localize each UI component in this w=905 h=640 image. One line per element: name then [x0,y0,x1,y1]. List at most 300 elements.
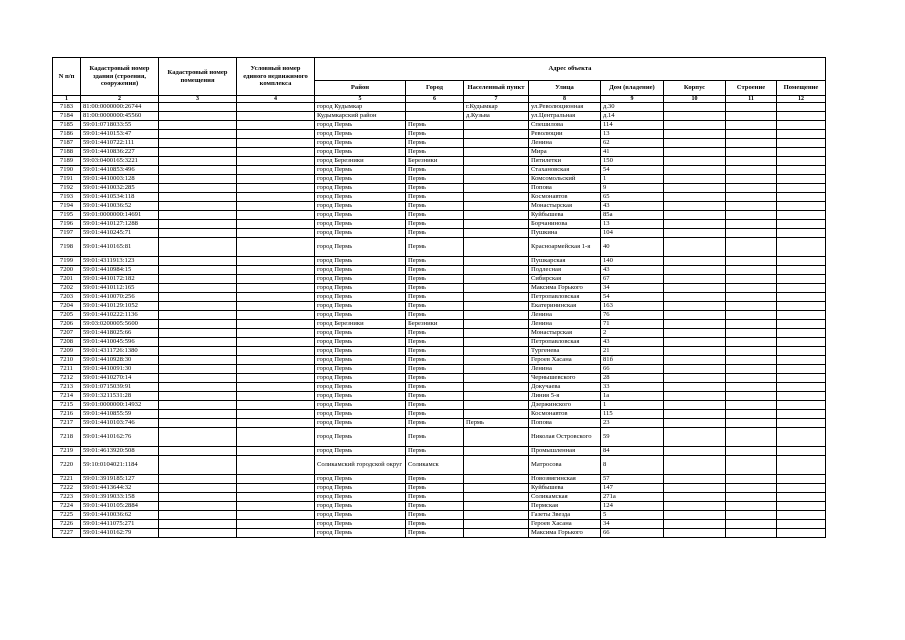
room-cell [777,284,826,293]
conditional-number-cell [237,447,315,456]
house-cell: 54 [601,293,664,302]
header-settlement: Населенный пункт [464,81,529,96]
street-cell: Соликамская [529,493,601,502]
settlement-cell [464,175,529,184]
table-row [53,493,826,502]
district-cell: город Пермь [315,302,406,311]
column-number: 1 [53,96,81,103]
settlement-cell [464,266,529,275]
building-cell [664,456,726,475]
house-cell: 54 [601,166,664,175]
conditional-number-cell [237,401,315,410]
house-cell: 163 [601,302,664,311]
header-cadastral-room: Кадастровый номер помещения [159,58,237,96]
city-cell: Пермь [406,257,464,266]
city-cell [406,103,464,112]
table-row [53,329,826,338]
row-number: 7188 [53,148,81,157]
structure-cell [726,211,777,220]
settlement-cell [464,338,529,347]
table-row [53,103,826,112]
cadastral-room-cell [159,392,237,401]
city-cell: Пермь [406,193,464,202]
building-cell [664,447,726,456]
settlement-cell [464,130,529,139]
conditional-number-cell [237,166,315,175]
building-cell [664,329,726,338]
table-row [53,220,826,229]
settlement-cell [464,220,529,229]
conditional-number-cell [237,175,315,184]
street-cell: Попова [529,184,601,193]
district-cell: город Пермь [315,529,406,538]
column-number: 3 [159,96,237,103]
house-cell: 85а [601,211,664,220]
cadastral-room-cell [159,529,237,538]
city-cell: Пермь [406,428,464,447]
conditional-number-cell [237,374,315,383]
row-number: 7183 [53,103,81,112]
district-cell: город Пермь [315,275,406,284]
column-number: 12 [777,96,826,103]
settlement-cell [464,502,529,511]
cadastral-room-cell [159,329,237,338]
room-cell [777,302,826,311]
cadastral-building-cell: 59:01:4410153:47 [81,130,159,139]
city-cell: Пермь [406,238,464,257]
building-cell [664,383,726,392]
district-cell: город Пермь [315,130,406,139]
cadastral-building-cell: 59:01:4410172:182 [81,275,159,284]
city-cell: Пермь [406,347,464,356]
room-cell [777,338,826,347]
row-number: 7214 [53,392,81,401]
room-cell [777,112,826,121]
conditional-number-cell [237,493,315,502]
row-number: 7189 [53,157,81,166]
table-row [53,529,826,538]
conditional-number-cell [237,356,315,365]
table-row [53,157,826,166]
city-cell: Пермь [406,166,464,175]
structure-cell [726,302,777,311]
city-cell: Пермь [406,229,464,238]
house-cell: 76 [601,311,664,320]
building-cell [664,529,726,538]
house-cell: 115 [601,410,664,419]
building-cell [664,184,726,193]
room-cell [777,311,826,320]
city-cell: Пермь [406,365,464,374]
settlement-cell: г.Кудымкар [464,103,529,112]
table-row [53,202,826,211]
district-cell: город Пермь [315,220,406,229]
room-cell [777,275,826,284]
conditional-number-cell [237,202,315,211]
building-cell [664,266,726,275]
street-cell: Докучаева [529,383,601,392]
street-cell: Промышленная [529,447,601,456]
district-cell: город Пермь [315,392,406,401]
conditional-number-cell [237,410,315,419]
cadastral-building-cell: 59:01:4410855:59 [81,410,159,419]
city-cell: Соликамск [406,456,464,475]
city-cell: Пермь [406,184,464,193]
cadastral-room-cell [159,229,237,238]
house-cell: д.30 [601,103,664,112]
room-cell [777,410,826,419]
settlement-cell [464,238,529,257]
table-row [53,502,826,511]
district-cell: город Пермь [315,311,406,320]
cadastral-building-cell: 59:01:4410534:118 [81,193,159,202]
city-cell: Пермь [406,275,464,284]
district-cell: город Кудымкар [315,103,406,112]
house-cell: 5 [601,511,664,520]
room-cell [777,157,826,166]
column-number: 11 [726,96,777,103]
cadastral-room-cell [159,157,237,166]
cadastral-room-cell [159,456,237,475]
cadastral-room-cell [159,502,237,511]
building-cell [664,202,726,211]
settlement-cell [464,520,529,529]
cadastral-room-cell [159,284,237,293]
row-number: 7186 [53,130,81,139]
settlement-cell [464,311,529,320]
cadastral-room-cell [159,383,237,392]
table-row [53,266,826,275]
structure-cell [726,157,777,166]
table-row [53,121,826,130]
cadastral-building-cell: 59:01:4410091:30 [81,365,159,374]
row-number: 7202 [53,284,81,293]
city-cell: Пермь [406,175,464,184]
settlement-cell [464,257,529,266]
cadastral-room-cell [159,193,237,202]
cadastral-room-cell [159,520,237,529]
cadastral-building-cell: 59:03:0200005:5600 [81,320,159,329]
structure-cell [726,529,777,538]
table-row [53,311,826,320]
district-cell: город Пермь [315,257,406,266]
conditional-number-cell [237,284,315,293]
table-row [53,238,826,257]
cadastral-room-cell [159,211,237,220]
street-cell: Ленина [529,320,601,329]
conditional-number-cell [237,229,315,238]
district-cell: город Пермь [315,520,406,529]
structure-cell [726,202,777,211]
structure-cell [726,347,777,356]
cadastral-building-cell: 59:01:4410129:1052 [81,302,159,311]
city-cell: Пермь [406,293,464,302]
city-cell: Пермь [406,356,464,365]
city-cell: Пермь [406,121,464,130]
cadastral-room-cell [159,166,237,175]
cadastral-room-cell [159,275,237,284]
table-row [53,383,826,392]
room-cell [777,356,826,365]
building-cell [664,302,726,311]
header-building: Корпус [664,81,726,96]
cadastral-room-cell [159,103,237,112]
house-cell: 104 [601,229,664,238]
cadastral-building-cell: 59:01:4410162:79 [81,529,159,538]
city-cell: Березники [406,157,464,166]
conditional-number-cell [237,484,315,493]
structure-cell [726,266,777,275]
conditional-number-cell [237,329,315,338]
table-row [53,447,826,456]
cadastral-room-cell [159,302,237,311]
building-cell [664,428,726,447]
room-cell [777,148,826,157]
room-cell [777,475,826,484]
street-cell: Куйбышева [529,484,601,493]
conditional-number-cell [237,103,315,112]
house-cell: д.14 [601,112,664,121]
row-number: 7194 [53,202,81,211]
district-cell: город Пермь [315,484,406,493]
table-row [53,456,826,475]
settlement-cell [464,148,529,157]
building-cell [664,365,726,374]
street-cell: Линия 5-я [529,392,601,401]
table-row [53,148,826,157]
settlement-cell [464,157,529,166]
header-room: Помещение [777,81,826,96]
conditional-number-cell [237,121,315,130]
city-cell: Пермь [406,401,464,410]
row-number: 7224 [53,502,81,511]
house-cell: 13 [601,130,664,139]
column-number: 10 [664,96,726,103]
building-cell [664,392,726,401]
room-cell [777,329,826,338]
room-cell [777,365,826,374]
settlement-cell [464,275,529,284]
cadastral-room-cell [159,238,237,257]
table-row [53,392,826,401]
building-cell [664,211,726,220]
structure-cell [726,148,777,157]
row-number: 7210 [53,356,81,365]
header-city: Город [406,81,464,96]
cadastral-room-cell [159,220,237,229]
district-cell: город Пермь [315,338,406,347]
district-cell: город Пермь [315,148,406,157]
house-cell: 34 [601,520,664,529]
structure-cell [726,338,777,347]
street-cell: Дзержинского [529,401,601,410]
settlement-cell [464,374,529,383]
building-cell [664,166,726,175]
house-cell: 84 [601,447,664,456]
table-row [53,410,826,419]
table-row [53,166,826,175]
structure-cell [726,447,777,456]
structure-cell [726,329,777,338]
row-number: 7200 [53,266,81,275]
city-cell: Пермь [406,266,464,275]
city-cell: Пермь [406,484,464,493]
row-number: 7220 [53,456,81,475]
room-cell [777,529,826,538]
cadastral-building-cell: 59:01:4410270:14 [81,374,159,383]
district-cell: город Пермь [315,493,406,502]
structure-cell [726,365,777,374]
column-number: 9 [601,96,664,103]
structure-cell [726,383,777,392]
street-cell: Попова [529,419,601,428]
conditional-number-cell [237,220,315,229]
row-number: 7227 [53,529,81,538]
structure-cell [726,320,777,329]
cadastral-building-cell: 59:01:4311726:1380 [81,347,159,356]
structure-cell [726,112,777,121]
street-cell: Николая Островского [529,428,601,447]
building-cell [664,311,726,320]
street-cell: Мира [529,148,601,157]
row-number: 7209 [53,347,81,356]
settlement-cell [464,475,529,484]
house-cell: 124 [601,502,664,511]
district-cell: город Пермь [315,175,406,184]
district-cell: город Пермь [315,238,406,257]
table-row [53,257,826,266]
structure-cell [726,184,777,193]
row-number: 7208 [53,338,81,347]
house-cell: 147 [601,484,664,493]
cadastral-building-cell: 59:01:4410162:76 [81,428,159,447]
house-cell: 62 [601,139,664,148]
room-cell [777,184,826,193]
cadastral-room-cell [159,338,237,347]
table-body [53,103,826,538]
room-cell [777,220,826,229]
table-row [53,229,826,238]
table-row [53,175,826,184]
conditional-number-cell [237,184,315,193]
structure-cell [726,275,777,284]
district-cell: город Пермь [315,229,406,238]
street-cell: Петропавловская [529,338,601,347]
cadastral-room-cell [159,139,237,148]
cadastral-room-cell [159,184,237,193]
cadastral-building-cell: 59:01:4410222:1136 [81,311,159,320]
row-number: 7219 [53,447,81,456]
cadastral-room-cell [159,320,237,329]
row-number: 7197 [53,229,81,238]
street-cell: Пушкина [529,229,601,238]
street-cell: Подлесная [529,266,601,275]
conditional-number-cell [237,275,315,284]
district-cell: город Пермь [315,447,406,456]
street-cell: Пушкарская [529,257,601,266]
row-number: 7221 [53,475,81,484]
building-cell [664,139,726,148]
settlement-cell [464,365,529,374]
structure-cell [726,392,777,401]
table-row [53,284,826,293]
settlement-cell [464,320,529,329]
cadastral-building-cell: 59:01:0715039:91 [81,383,159,392]
house-cell: 114 [601,121,664,130]
table-row [53,184,826,193]
city-cell: Пермь [406,302,464,311]
structure-cell [726,493,777,502]
header-structure: Строение [726,81,777,96]
table-row [53,475,826,484]
city-cell: Пермь [406,502,464,511]
table-row [53,293,826,302]
row-number: 7205 [53,311,81,320]
district-cell: город Березники [315,320,406,329]
settlement-cell [464,493,529,502]
cadastral-room-cell [159,293,237,302]
district-cell: город Пермь [315,266,406,275]
district-cell: город Пермь [315,329,406,338]
structure-cell [726,238,777,257]
building-cell [664,193,726,202]
table-row [53,401,826,410]
city-cell: Пермь [406,148,464,157]
structure-cell [726,220,777,229]
street-cell: Стахановская [529,166,601,175]
room-cell [777,121,826,130]
settlement-cell [464,428,529,447]
structure-cell [726,257,777,266]
district-cell: город Пермь [315,284,406,293]
settlement-cell [464,383,529,392]
cadastral-building-cell: 59:01:4410045:596 [81,338,159,347]
district-cell: город Пермь [315,293,406,302]
street-cell: Комсомольский [529,175,601,184]
room-cell [777,130,826,139]
city-cell: Пермь [406,220,464,229]
city-cell: Пермь [406,475,464,484]
building-cell [664,130,726,139]
structure-cell [726,428,777,447]
house-cell: 43 [601,266,664,275]
settlement-cell [464,284,529,293]
cadastral-building-cell: 59:01:0718033:55 [81,121,159,130]
cadastral-room-cell [159,410,237,419]
district-cell: город Пермь [315,502,406,511]
cadastral-room-cell [159,130,237,139]
structure-cell [726,293,777,302]
row-number: 7187 [53,139,81,148]
row-number: 7203 [53,293,81,302]
building-cell [664,320,726,329]
table-row [53,511,826,520]
district-cell: город Пермь [315,356,406,365]
cadastral-room-cell [159,365,237,374]
room-cell [777,266,826,275]
cadastral-room-cell [159,148,237,157]
conditional-number-cell [237,148,315,157]
house-cell: 67 [601,275,664,284]
house-cell: 71 [601,320,664,329]
row-number: 7184 [53,112,81,121]
building-cell [664,103,726,112]
header-address: Адрес объекта [315,58,826,81]
column-number: 8 [529,96,601,103]
building-cell [664,121,726,130]
street-cell: Спешилова [529,121,601,130]
table-row [53,365,826,374]
